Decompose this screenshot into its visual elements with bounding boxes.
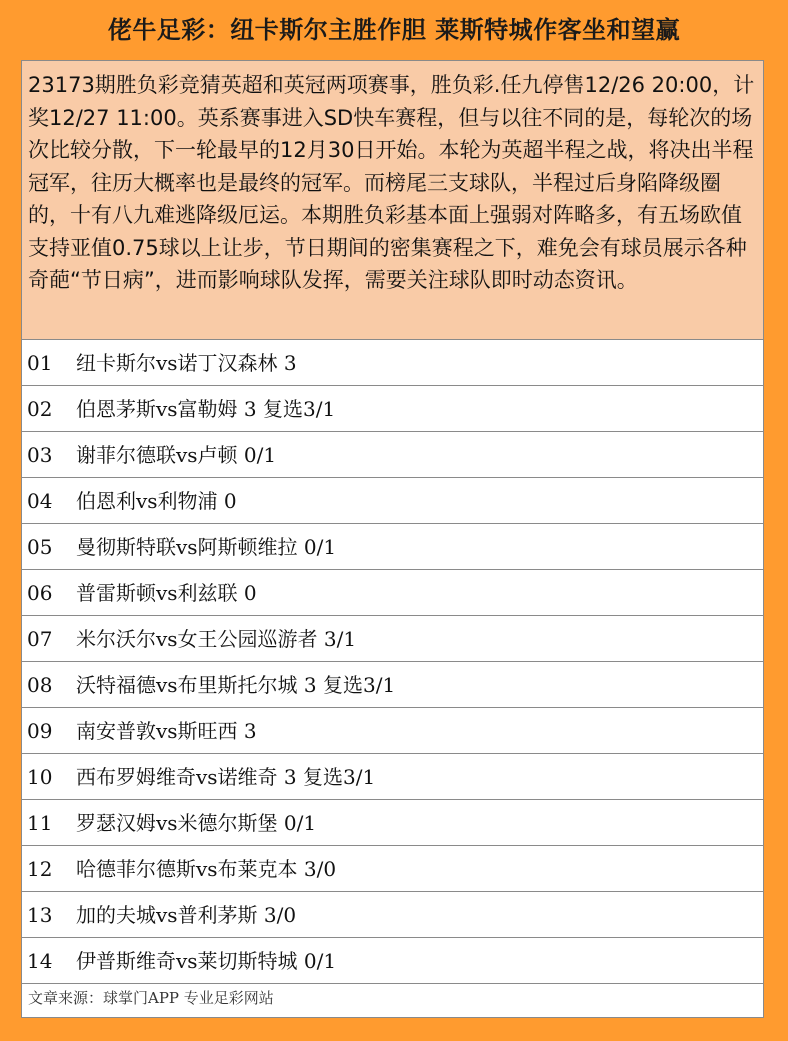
match-text: 伯恩茅斯vs富勒姆 3 复选3/1 [76,397,336,421]
match-number: 14 [27,949,53,973]
match-text: 曼彻斯特联vs阿斯顿维拉 0/1 [76,535,337,559]
match-row [22,340,763,386]
match-number: 07 [27,627,53,651]
match-row [22,938,763,984]
match-row [22,478,763,524]
match-number: 01 [27,351,53,375]
match-row [22,386,763,432]
match-text: 南安普敦vs斯旺西 3 [76,719,257,743]
match-number: 13 [27,903,53,927]
match-number: 11 [27,811,53,835]
match-row [22,708,763,754]
match-text: 普雷斯顿vs利兹联 0 [76,581,257,605]
match-row [22,570,763,616]
match-text: 沃特福德vs布里斯托尔城 3 复选3/1 [76,673,396,697]
match-number: 02 [27,397,53,421]
match-row [22,662,763,708]
match-text: 西布罗姆维奇vs诺维奇 3 复选3/1 [76,765,376,789]
match-number: 04 [27,489,53,513]
match-text: 米尔沃尔vs女王公园巡游者 3/1 [76,627,357,651]
match-number: 03 [27,443,53,467]
match-list [22,340,763,984]
match-row [22,892,763,938]
intro-paragraph: 23173期胜负彩竞猜英超和英冠两项赛事，胜负彩.任九停售12/26 20:00，计奖12/27 11:00。英系赛事进入SD快车赛程，但与以往不同的是，每轮次的场次比较分散，下一轮最早的12月30日开始。本轮为英超半程之战，将决出半程冠军，往历大概率也是最终的冠军。而榜尾三支球队，半程过后身陷降级圈的，十有八九难逃降级厄运。本期胜负彩基本面上强弱对阵略多，有五场欧值支持亚值0.75球以上让步，节日期间的密集赛程之下，难免会有球员展示各种奇葩“节日病”，进而影响球队发挥，需要关注球队即时动态资讯。 [22,61,763,340]
match-row [22,800,763,846]
match-text: 纽卡斯尔vs诺丁汉森林 3 [76,351,297,375]
article-source: 文章来源：球掌门APP 专业足彩网站 [28,989,274,1007]
match-row [22,524,763,570]
match-row [22,754,763,800]
article-title: 佬牛足彩：纽卡斯尔主胜作胆 莱斯特城作客坐和望赢 [107,16,681,44]
match-number: 08 [27,673,53,697]
match-number: 10 [27,765,53,789]
match-text: 罗瑟汉姆vs米德尔斯堡 0/1 [76,811,317,835]
match-text: 加的夫城vs普利茅斯 3/0 [76,903,297,927]
match-number: 12 [27,857,53,881]
match-text: 哈德菲尔德斯vs布莱克本 3/0 [76,857,337,881]
match-text: 谢菲尔德联vs卢顿 0/1 [76,443,277,467]
match-number: 05 [27,535,53,559]
match-number: 09 [27,719,53,743]
match-row [22,846,763,892]
match-text: 伊普斯维奇vs莱切斯特城 0/1 [76,949,337,973]
match-text: 伯恩利vs利物浦 0 [76,489,237,513]
match-row [22,432,763,478]
content-card [21,60,764,1018]
match-row [22,616,763,662]
match-number: 06 [27,581,53,605]
